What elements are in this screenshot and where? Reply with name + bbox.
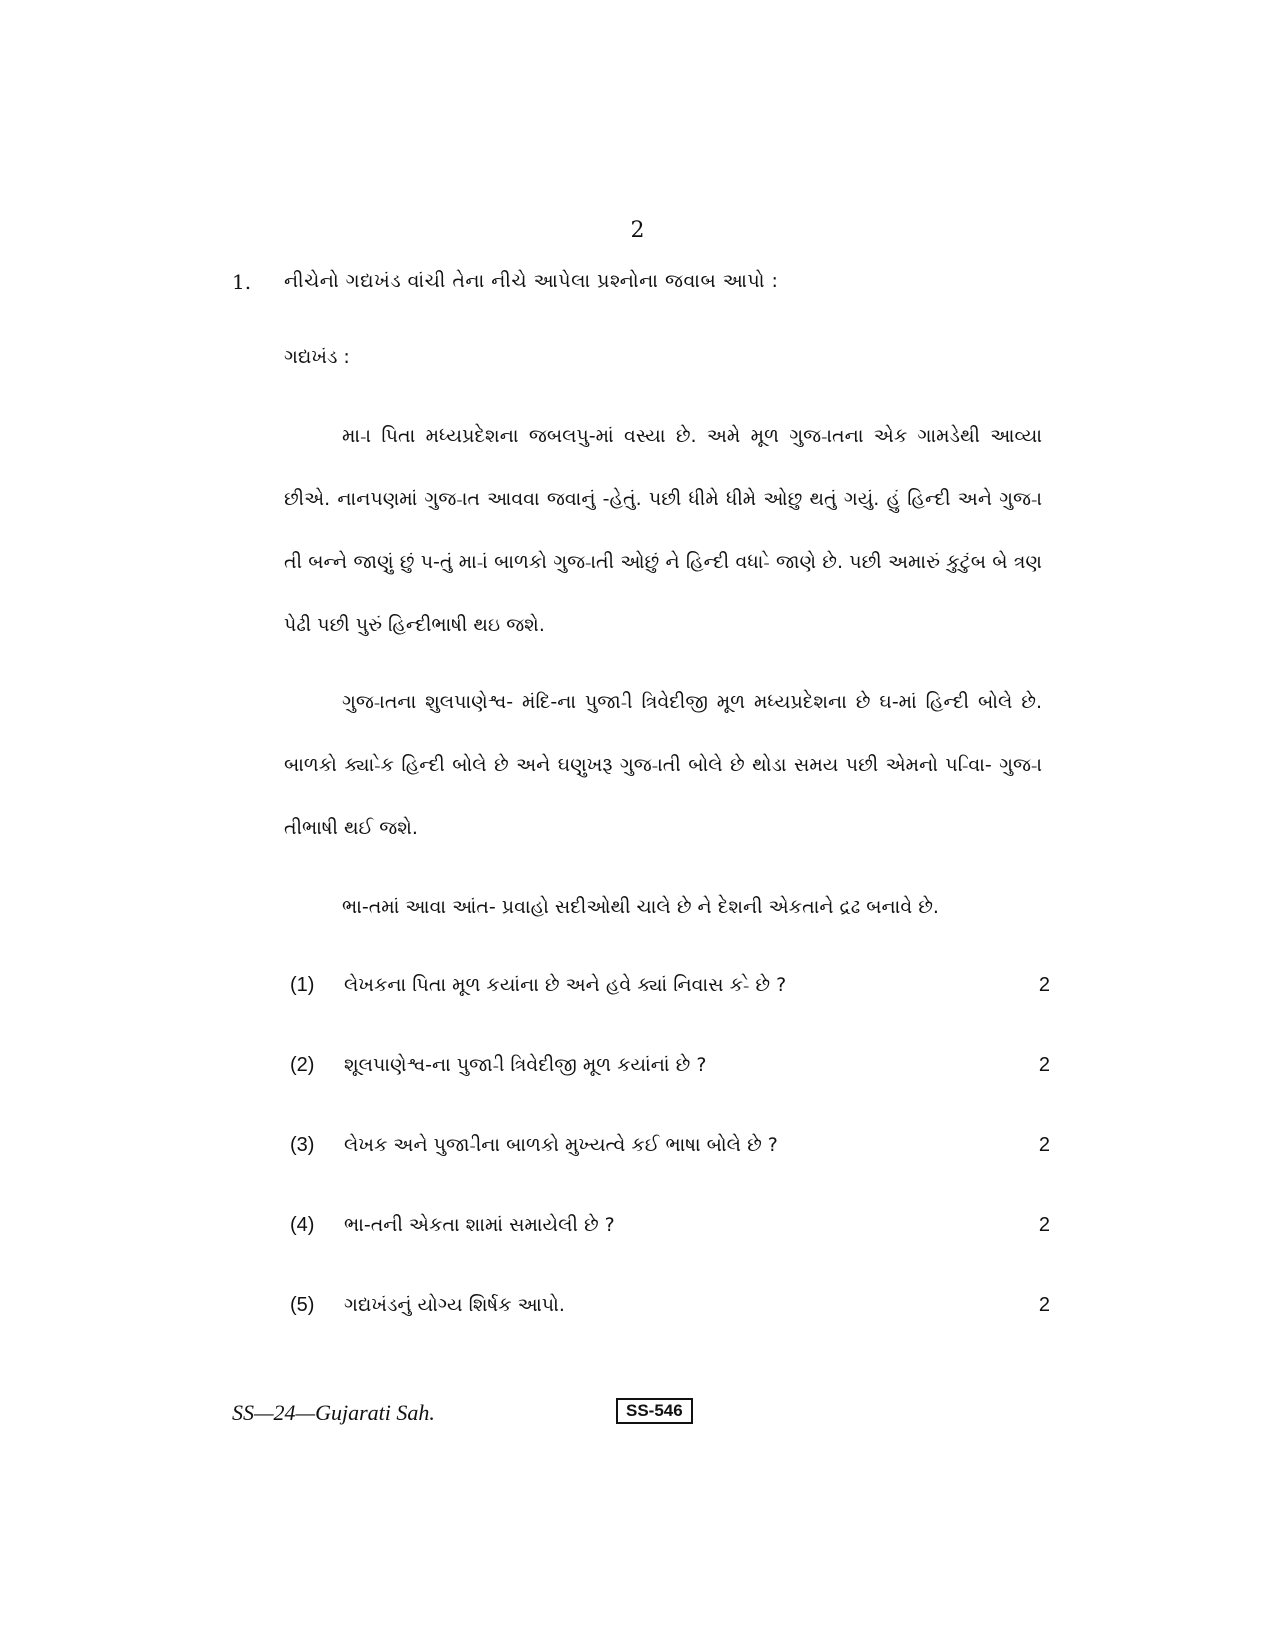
sub-question-text: લેખકના પિતા મૂળ કયાંના છે અને હવે ક્યાં નિવાસ ક-ે છે ?	[344, 974, 787, 996]
footer-paper-badge: SS-546	[616, 1398, 693, 1424]
sub-question-marks: 2	[1038, 974, 1050, 996]
question-instruction: નીચેનો ગદ્યખંડ વાંચી તેના નીચે આપેલા પ્રશ્નોના જવાબ આપો :	[284, 270, 779, 292]
sub-question	[290, 1202, 1050, 1282]
sub-question-marks: 2	[1038, 1294, 1050, 1316]
sub-question	[290, 1042, 1050, 1122]
sub-question	[290, 1282, 1050, 1362]
footer-paper-code: SS—24—Gujarati Sah.	[232, 1400, 435, 1425]
sub-question-number: (2)	[290, 1054, 315, 1076]
sub-question-number: (5)	[290, 1294, 315, 1316]
sub-question-number: (1)	[290, 974, 315, 996]
sub-question-marks: 2	[1038, 1134, 1050, 1156]
sub-question-marks: 2	[1038, 1214, 1050, 1236]
sub-question-text: ગદ્યખંડનું યોગ્ય શિર્ષક આપો.	[344, 1294, 565, 1316]
passage-paragraph-1	[284, 405, 1042, 657]
passage-text: ભા-તમાં આવા આંત- પ્રવાહો સદીઓથી ચાલે છે ને દેશની એકતાને દ્રઢ બનાવે છે.	[342, 896, 939, 918]
sub-question-marks: 2	[1038, 1054, 1050, 1076]
sub-question-text: શૂલપાણેશ્વ-ના પુજા-ી ત્રિવેદીજી મૂળ કયાંનાં છે ?	[344, 1054, 707, 1076]
sub-question	[290, 1122, 1050, 1202]
passage-label: ગદ્યખંડ :	[284, 346, 350, 368]
sub-question-number: (3)	[290, 1134, 315, 1156]
page-number: 2	[630, 218, 645, 243]
question-number: 1.	[232, 270, 252, 294]
sub-question	[290, 962, 1050, 1042]
sub-question-list	[290, 962, 1050, 1362]
sub-question-text: ભા-તની એકતા શામાં સમાયેલી છે ?	[344, 1214, 615, 1236]
passage-text: મા-ા પિતા મધ્યપ્રદેશના જબલપુ-માં વસ્યા છે. અમે મૂળ ગુજ-ાતના એક ગામડેથી આવ્યા છીએ. નાનપણમાં ગુજ-ાત આવવા જવાનું -હેતું. પછી ધીમે ધીમે ઓછુ થતું ગયું. હું હિન્દી અને ગુજ-ાતી બન્ને જાણું છું પ-તું મા-ાં બાળકો ગુજ-ાતી ઓછું ને હિન્દી વધા-ે જાણે છે. પછી અમારું કુટુંબ બે ત્રણ પેઢી પછી પુરું હિન્દીભાષી થઇ જશે.	[284, 425, 1042, 636]
passage-paragraph-2	[284, 671, 1042, 860]
sub-question-text: લેખક અને પુજા-ીના બાળકો મુખ્યત્વે કઈ ભાષા બોલે છે ?	[344, 1134, 778, 1156]
passage-paragraph-3	[284, 876, 1042, 939]
passage-text: ગુજ-ાતના શુલપાણેશ્વ- મંદિ-ના પુજા-ી ત્રિવેદીજી મૂળ મધ્યપ્રદેશના છે ઘ-માં હિન્દી બોલે છે. બાળકો ક્યા-ેક હિન્દી બોલે છે અને ઘણુખરૂ ગુજ-ાતી બોલે છે થોડા સમય પછી એમનો પ-િવા- ગુજ-ાતીભાષી થઈ જશે.	[284, 691, 1042, 839]
sub-question-number: (4)	[290, 1214, 315, 1236]
